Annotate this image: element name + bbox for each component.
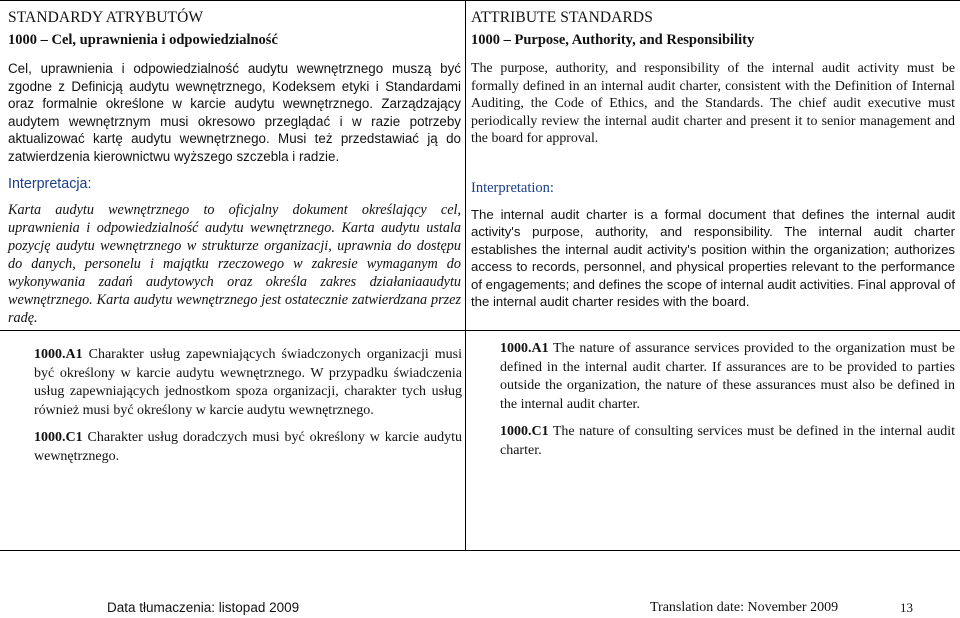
table-bottom-border	[0, 550, 960, 551]
english-a1-text: The nature of assurance services provided to the organization must be defined in the internal audit charter. If assurances are to be provided to parties outside the organization, the nature of these assurances must also be defined in the internal audit charter.	[500, 341, 955, 412]
polish-standard-heading: 1000 – Cel, uprawnienia i odpowiedzialność	[8, 32, 278, 48]
polish-section-title: STANDARDY ATRYBUTÓW	[8, 9, 204, 26]
english-standard-body: The purpose, authority, and responsibility of the internal audit activity must be formally defined in an internal audit charter, consistent with the Definition of Internal Auditing, the Code of Ethics, and the Standards. The chief audit executive must periodically review the internal audit charter and present it to senior management and the board for approval.	[471, 61, 955, 146]
polish-c1-number: 1000.C1	[34, 430, 83, 445]
polish-c1-paragraph	[34, 429, 462, 466]
column-divider	[465, 0, 466, 551]
polish-implementation-cell	[34, 346, 462, 466]
polish-a1-number: 1000.A1	[34, 347, 83, 362]
table-middle-border	[0, 330, 960, 331]
footer-translation-date-en: Translation date: November 2009	[650, 600, 839, 615]
english-standard-heading: 1000 – Purpose, Authority, and Responsibility	[471, 32, 755, 48]
english-c1-text: The nature of consulting services must be defined in the internal audit charter.	[500, 424, 955, 458]
polish-a1-text: Charakter usług zapewniających świadczonych organizacji musi być określony w karcie audytu wewnętrznego. W przypadku świadczenia usług zapewniających jednostkom spoza organizacji, charakter tych usług również musi być określony w karcie audytu wewnętrznego.	[34, 347, 462, 418]
english-standard-cell	[471, 8, 955, 311]
english-c1-number: 1000.C1	[500, 424, 549, 439]
english-interpretation-text: The internal audit charter is a formal document that defines the internal audit activity's purpose, authority, and responsibility. The internal audit charter establishes the internal audit activity's position within the organization; authorizes access to records, personnel, and physical properties relevant to the performance of engagements; and defines the scope of internal audit activities. Final approval of the internal audit charter resides with the board.	[471, 206, 955, 310]
polish-standard-cell	[8, 8, 461, 327]
footer-translation-date-pl: Data tłumaczenia: listopad 2009	[107, 600, 300, 615]
page-number: 13	[900, 600, 913, 615]
english-c1-paragraph	[500, 423, 955, 460]
table-top-border	[0, 0, 960, 1]
polish-a1-paragraph	[34, 346, 462, 420]
english-section-title: ATTRIBUTE STANDARDS	[471, 9, 653, 26]
english-a1-number: 1000.A1	[500, 341, 549, 356]
polish-standard-body: Cel, uprawnienia i odpowiedzialność audytu wewnętrznego muszą być zgodne z Definicją audytu wewnętrznego, Kodeksem etyki i Standardami oraz formalnie określone w karcie audytu wewnętrznego. Zarządzający audytem wewnętrznym musi okresowo przeglądać i w razie potrzeby aktualizować kartę audytu wewnętrznego. Musi też przedstawiać ją do zatwierdzenia kierownictwu wyższego szczebla i radzie.	[8, 61, 461, 164]
english-implementation-cell	[500, 340, 955, 460]
english-interpretation-label: Interpretation:	[471, 179, 554, 196]
english-a1-paragraph	[500, 340, 955, 414]
polish-interpretation-label: Interpretacja:	[8, 176, 92, 192]
polish-c1-text: Charakter usług doradczych musi być określony w karcie audytu wewnętrznego.	[34, 430, 462, 464]
polish-interpretation-text: Karta audytu wewnętrznego to oficjalny dokument określający cel, uprawnienia i odpowiedzialność audytu wewnętrznego. Karta audytu ustala pozycję audytu wewnętrznego w strukturze organizacji, uprawnia do dostępu do danych, personelu i majątku rzeczowego w zakresie wymaganym do wykonywania zadań audytowych oraz określa zakres działaniaaudytu wewnętrznego. Karta audytu wewnętrznego jest ostatecznie zatwierdzana przez radę.	[8, 202, 461, 326]
